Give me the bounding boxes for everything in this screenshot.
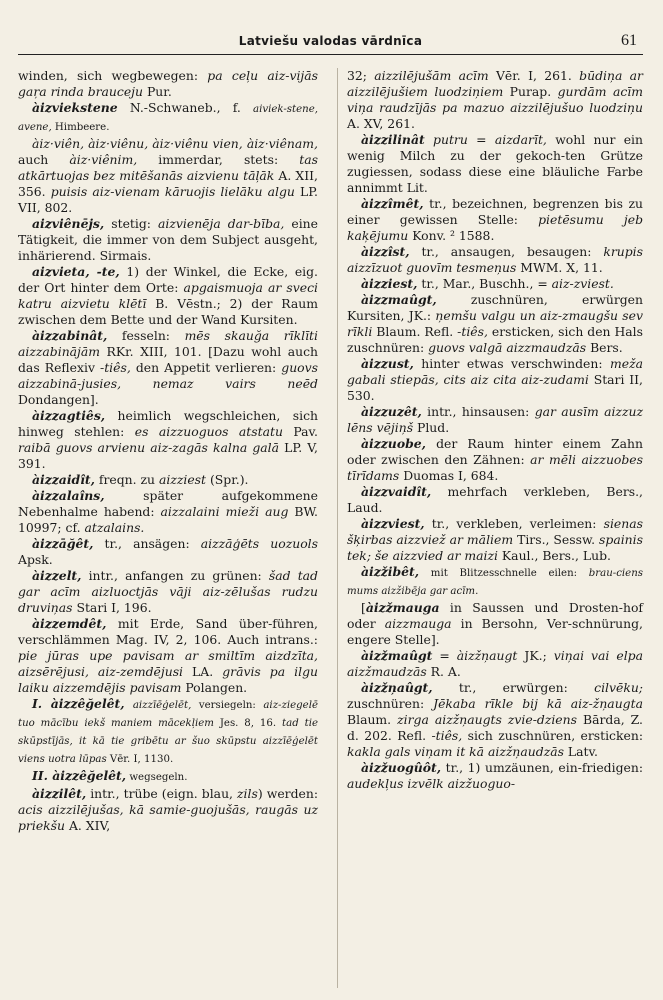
- example-text: -tiês,: [457, 324, 488, 339]
- dictionary-entry: [347, 276, 643, 292]
- dictionary-entry: [347, 760, 643, 792]
- example-text: būdiņa ar aizzilējušiem luodziņiem: [347, 68, 643, 99]
- entry-text: Pav.: [282, 424, 318, 439]
- entry-text: Stari I, 196.: [72, 600, 152, 615]
- dictionary-entry: [347, 648, 643, 680]
- entry-text: Purap.: [503, 84, 558, 99]
- left-column: [18, 68, 318, 988]
- entry-text: tr., 1) umzäunen, ein-friedigen:: [441, 760, 643, 775]
- entry-text: zuschnüren:: [347, 696, 434, 711]
- entry-text: A. XII, 356.: [18, 168, 318, 199]
- entry-text: in Bersohn, Ver-schnürung, engere Stelle].: [347, 616, 643, 647]
- dictionary-entry: [347, 196, 643, 244]
- dictionary-entry: [18, 768, 318, 786]
- entry-text: A. XV, 261.: [347, 116, 415, 131]
- entry-text: [125, 696, 133, 711]
- example-text: puisis aiz-vienam kāruojis lielāku algu: [50, 184, 295, 199]
- example-text: mēs skauğa rīklīti aizzabinājām: [18, 328, 318, 359]
- entry-text: stetig:: [104, 216, 159, 231]
- entry-text: Stari II, 530.: [347, 372, 643, 403]
- example-text: aizzīēģelēt,: [132, 700, 192, 711]
- example-text: gurdām acīm viņa raudzījās pa mazuo aizzilējušuo luodziņu: [347, 84, 644, 115]
- dictionary-entry: [347, 356, 643, 404]
- headword: àizžmauga: [365, 600, 440, 615]
- dictionary-entry: [347, 564, 643, 600]
- entry-text: N.-Schwaneb., f.: [117, 100, 253, 115]
- headword: àizzagtiês,: [32, 408, 106, 423]
- entry-text: intr., anfangen zu grünen:: [81, 568, 269, 583]
- headword: àizžmaûgt: [361, 648, 433, 663]
- entry-text: freqn. zu: [94, 472, 159, 487]
- example-text: aizdarīt,: [494, 132, 547, 147]
- entry-text: mit Erde, Sand über-führen, verschlämmen Mag. IV, 2, 106. Auch intrans.:: [18, 616, 318, 647]
- headword: àizzelt,: [32, 568, 82, 583]
- entry-text: =: [432, 648, 457, 663]
- entry-text: Duomas I, 684.: [399, 468, 499, 483]
- headword: àizzîst,: [361, 244, 410, 259]
- example-text: krupis aizzīzuot guovīm tesmeņus: [347, 244, 643, 275]
- entry-text: B. Vēstn.; 2) der Raum zwischen dem Bette und der Wand Kursiten.: [18, 296, 318, 327]
- entry-text: ) werden:: [257, 786, 318, 801]
- dictionary-entry: [18, 68, 318, 100]
- entry-text: intr., hinsausen:: [421, 404, 535, 419]
- headword: àizzilêt,: [32, 786, 87, 801]
- dictionary-entry: [18, 216, 318, 264]
- dictionary-entry: [18, 616, 318, 696]
- headword: àizzmaûgt,: [361, 292, 437, 307]
- right-column: [337, 68, 643, 988]
- entry-text: LA.: [183, 664, 223, 679]
- headword: àizziest,: [361, 276, 418, 291]
- entry-text: [425, 132, 433, 147]
- entry-text: Vēr. I, 1130.: [106, 754, 174, 765]
- entry-text: BW. 10997; cf.: [18, 504, 318, 535]
- entry-text: LP. VII, 802.: [18, 184, 318, 215]
- dictionary-entry: [347, 680, 643, 760]
- dictionary-entry: [347, 600, 643, 648]
- entry-text: Polangen.: [181, 680, 248, 695]
- entry-text: JK.;: [517, 648, 554, 663]
- example-text: zirga aizžņaugts zvie-dziens: [397, 712, 577, 727]
- headword: aizvieta, -te,: [32, 264, 120, 279]
- entry-text: in Saussen und Drosten-hof oder: [347, 600, 643, 631]
- example-text: -tiês,: [431, 728, 463, 743]
- dictionary-entry: [347, 244, 643, 276]
- entry-text: Blaum.: [347, 712, 398, 727]
- example-text: apgaismuoja ar sveci katru aizvietu klētī: [18, 280, 318, 311]
- page-number: 61: [621, 32, 637, 49]
- example-text: aizziest: [158, 472, 207, 487]
- example-text: audekļus izvēlk aizžuoguo-: [347, 776, 516, 791]
- headword: àizžibêt,: [361, 564, 420, 579]
- headword: àizzîmêt,: [361, 196, 424, 211]
- dictionary-entry: [347, 436, 643, 484]
- example-text: guovs valgā aizzmaudzās: [428, 340, 587, 355]
- dictionary-entry: [18, 536, 318, 568]
- dictionary-entry: [18, 472, 318, 488]
- entry-text: tr., ansaugen, besaugen:: [409, 244, 604, 259]
- headword: àizzabinât,: [32, 328, 108, 343]
- example-text: grāvis pa ilgu laiku aizzemdējis pavisam: [18, 664, 318, 695]
- entry-text: sich zuschnüren, ersticken:: [462, 728, 643, 743]
- entry-text: der Raum hinter einem Zahn oder zwischen den Zähnen:: [347, 436, 643, 467]
- example-text: Jēkaba rīkle bij kā aiz-žņaugta: [433, 696, 643, 711]
- example-text: aizvienēja dar-bība,: [158, 216, 285, 231]
- headword: àizzemdêt,: [32, 616, 107, 631]
- dictionary-entry: [347, 404, 643, 436]
- example-text: tas atkārtuojas bez mitēšanās aizvienu tāļāk: [18, 152, 318, 183]
- entry-text: mit Blitzesschnelle eilen:: [419, 568, 589, 579]
- entry-text: immerdar, stets:: [137, 152, 300, 167]
- example-text: aizzalaini mieži aug: [160, 504, 289, 519]
- entry-text: intr., trübe (eign. blau,: [86, 786, 238, 801]
- entry-text: zuschnüren, erwürgen Kursiten, JK.:: [347, 292, 643, 323]
- headword: àizzilinât: [361, 132, 425, 147]
- headword: àizzaidît,: [32, 472, 95, 487]
- example-text: putru: [433, 132, 468, 147]
- dictionary-entry: [347, 68, 643, 132]
- entry-text: eine Tätigkeit, die immer von dem Subject ausgeht, inhärierend. Sirmais.: [18, 216, 318, 263]
- headword: àizzuzêt,: [361, 404, 422, 419]
- headword: I. àizzêğelêt,: [32, 696, 125, 711]
- example-text: atzalains.: [84, 520, 145, 535]
- entry-text: RKr. XIII, 101. [Dazu wohl auch das Reflexiv: [18, 344, 318, 375]
- example-text: àiz·viên, àiz·viênu, àiz·viênu vien, àiz·viênam,: [32, 136, 318, 151]
- entry-text: tr., Mar., Buschh., =: [417, 276, 552, 291]
- headword: II. àizzêğelêt,: [32, 768, 127, 783]
- dictionary-entry: [347, 292, 643, 356]
- entry-text: versiegeln:: [191, 700, 264, 711]
- entry-text: wegsegeln.: [126, 772, 188, 783]
- entry-text: [: [361, 600, 366, 615]
- dictionary-entry: [18, 408, 318, 472]
- headword: àizžņaûgt,: [361, 680, 433, 695]
- headword: aizviênējs,: [32, 216, 105, 231]
- entry-text: Himbeere.: [51, 122, 110, 133]
- example-text: aiz-zviest.: [551, 276, 614, 291]
- headword: àizžuogûôt,: [361, 760, 442, 775]
- dictionary-entry: [18, 568, 318, 616]
- entry-text: fesseln:: [107, 328, 185, 343]
- entry-text: den Appetit verlieren:: [130, 360, 282, 375]
- text-columns: [18, 68, 643, 988]
- entry-text: Tirs., Sessw.: [513, 532, 600, 547]
- example-text: tad tie skūpstījās, it kā tie gribētu ar šuo skūpstu aizzīēģelēt viens uotra lūpas: [18, 718, 318, 765]
- headword: àizzāğêt,: [32, 536, 94, 551]
- headword: àizviekstene: [32, 100, 118, 115]
- entry-text: später aufgekommene Nebenhalme habend:: [18, 488, 318, 519]
- dictionary-entry: [347, 132, 643, 196]
- example-text: raibā guovs arvienu aiz-zagās kalna galā: [18, 440, 280, 455]
- example-text: kakla gals viņam it kā aizžņaudzās: [347, 744, 564, 759]
- example-text: aiviek-stene, avene,: [18, 104, 318, 133]
- dictionary-entry: [18, 136, 318, 216]
- example-text: sienas šķirbas aizzviež ar māliem: [347, 516, 643, 547]
- entry-text: Blaum. Refl.: [372, 324, 458, 339]
- example-text: gar ausīm aizzuz lēns vējiņš: [347, 404, 643, 435]
- headword: àizzvaidît,: [361, 484, 432, 499]
- entry-text: Pur.: [143, 84, 172, 99]
- example-text: pie jūras upe pavisam ar smiltīm aizdzīta, aizsērējusi, aiz-zemdējusi: [18, 648, 318, 679]
- headword: àizzalaîns,: [32, 488, 105, 503]
- entry-text: heimlich wegschleichen, sich hinweg stehlen:: [18, 408, 318, 439]
- entry-text: tr., bezeichnen, begrenzen bis zu einer gewissen Stelle:: [347, 196, 643, 227]
- entry-text: (Spr.).: [206, 472, 249, 487]
- entry-text: Vēr. I, 261.: [488, 68, 580, 83]
- dictionary-entry: [18, 328, 318, 408]
- example-text: ņemšu valgu un aiz-zmaugšu sev rīkli: [347, 308, 643, 339]
- example-text: meža gabali stiepās, cits aiz cita aiz-zudami: [347, 356, 643, 387]
- dictionary-entry: [347, 516, 643, 564]
- entry-text: tr., erwürgen:: [432, 680, 595, 695]
- dictionary-page: [18, 28, 643, 988]
- example-text: pa ceļu aiz-vijās gaŗa rinda brauceju: [18, 68, 318, 99]
- example-text: aiz-ziegelē tuo mācību iekš maniem mācekļiem: [18, 700, 318, 729]
- dictionary-entry: [18, 696, 318, 768]
- entry-text: Jes. 8, 16.: [213, 718, 283, 729]
- entry-text: Bers.: [586, 340, 623, 355]
- entry-text: hinter etwas verschwinden:: [413, 356, 610, 371]
- headword: àizzuobe,: [361, 436, 426, 451]
- entry-text: Dondangen].: [18, 392, 99, 407]
- example-text: àizžņaugt: [456, 648, 518, 663]
- example-text: šad tad gar acīm aizluoctjās vāji aiz-zēlušas rudzu druviņas: [18, 568, 318, 615]
- entry-text: 32;: [347, 68, 375, 83]
- example-text: viņai vai elpa aizžmaudzās: [347, 648, 644, 679]
- entry-text: Plud.: [413, 420, 450, 435]
- dictionary-entry: [18, 786, 318, 834]
- entry-text: R. A.: [426, 664, 461, 679]
- dictionary-entry: [18, 100, 318, 136]
- entry-text: ersticken, sich den Hals zuschnüren:: [347, 324, 643, 355]
- entry-text: LP. V, 391.: [18, 440, 318, 471]
- example-text: cilvēku;: [594, 680, 643, 695]
- dictionary-entry: [347, 484, 643, 516]
- entry-text: mehrfach verkleben, Bers., Laud.: [347, 484, 643, 515]
- entry-text: tr., ansägen:: [93, 536, 201, 551]
- entry-text: Bārda, Z. d. 202. Refl.: [347, 712, 643, 743]
- example-text: aizzmauga: [384, 616, 452, 631]
- headword: àizzust,: [361, 356, 414, 371]
- running-head: Latviešu valodas vārdnīca: [238, 34, 423, 48]
- entry-text: wohl nur ein wenig Milch zu der gekoch-ten Grütze zugiessen, sodass diese eine bläuliche Farbe annimmt Lit.: [347, 132, 643, 195]
- example-text: aizzāģēts uozuols: [200, 536, 318, 551]
- entry-text: =: [467, 132, 495, 147]
- example-text: -tiês,: [100, 360, 131, 375]
- entry-text: Konv. ² 1588.: [408, 228, 495, 243]
- entry-text: A. XIV,: [65, 818, 111, 833]
- example-text: brau-ciens mums aizžibēja gar acīm.: [347, 568, 643, 597]
- example-text: acis aizzilējušas, kā samie-guojušās, raugās uz priekšu: [18, 802, 318, 833]
- entry-text: auch: [18, 152, 70, 167]
- entry-text: 1) der Winkel, die Ecke, eig. der Ort hinter dem Orte:: [18, 264, 318, 295]
- example-text: spainis tek; še aizzvied ar maizi: [347, 532, 643, 563]
- entry-text: MWM. X, 11.: [516, 260, 603, 275]
- example-text: ar mēli aizzuobes tīrīdams: [347, 452, 644, 483]
- entry-text: Apsk.: [18, 552, 53, 567]
- entry-text: tr., verkleben, verleimen:: [424, 516, 604, 531]
- dictionary-entry: [18, 264, 318, 328]
- headword: àizzviest,: [361, 516, 425, 531]
- example-text: es aizzuoguos atstatu: [134, 424, 283, 439]
- entry-text: winden, sich wegbewegen:: [18, 68, 208, 83]
- example-text: àiz·viênim,: [69, 152, 138, 167]
- example-text: aizzilējušām acīm: [374, 68, 489, 83]
- entry-text: Latv.: [563, 744, 598, 759]
- entry-text: Kaul., Bers., Lub.: [497, 548, 611, 563]
- dictionary-entry: [18, 488, 318, 536]
- example-text: zils: [237, 786, 258, 801]
- example-text: guovs aizzabinā-jusies, nemaz vairs neēd: [18, 360, 318, 391]
- page-header: [18, 28, 643, 55]
- example-text: pietēsumu jeb kaķējumu: [347, 212, 643, 243]
